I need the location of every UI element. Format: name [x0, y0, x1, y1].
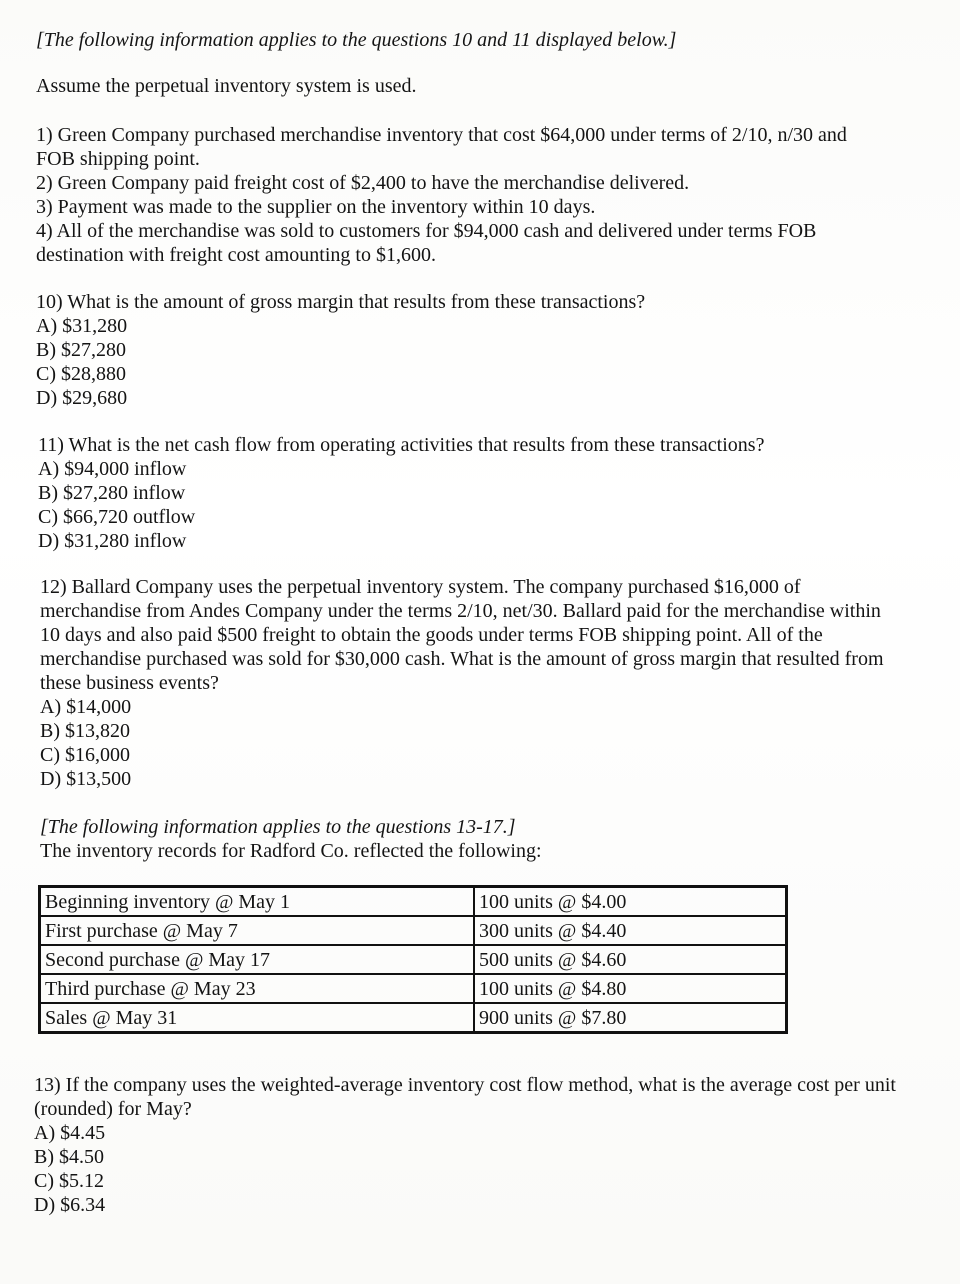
info-note-text: [The following information applies to the questions 13-17.]	[40, 816, 516, 838]
question-text: 12) Ballard Company uses the perpetual inventory system. The company purchased $16,000 of merchandise from Andes Company under the terms 2/10, net/30. Ballard paid for the merchandise within 10 days and also paid $500 freight to obtain the goods under terms FOB shipping point. All of the merchandise purchased was sold for $30,000 cash. What is the amount of gross margin that resulted from these business events?	[40, 576, 884, 694]
question-10	[36, 290, 645, 410]
question-11	[38, 433, 764, 553]
info-note-q10-11	[36, 28, 676, 52]
assumption-line: Assume the perpetual inventory system is used.	[36, 75, 417, 97]
answer-option: B) $27,280 inflow	[38, 482, 186, 504]
inventory-intro-text: The inventory records for Radford Co. reflected the following:	[40, 840, 542, 862]
answer-option: C) $28,880	[36, 363, 126, 385]
fact-item: 1) Green Company purchased merchandise inventory that cost $64,000 under terms of 2/10, n/30 and FOB shipping point.	[36, 124, 847, 170]
inventory-intro	[40, 839, 542, 863]
fact-item: 4) All of the merchandise was sold to customers for $94,000 cash and delivered under terms FOB destination with freight cost amounting to $1,600.	[36, 220, 817, 266]
table-cell: 500 units @ $4.60	[474, 945, 787, 974]
answer-option: A) $4.45	[34, 1122, 106, 1144]
question-12	[40, 575, 890, 791]
fact-item: 3) Payment was made to the supplier on the inventory within 10 days.	[36, 196, 596, 218]
table-cell: Second purchase @ May 17	[40, 945, 475, 974]
answer-option: B) $13,820	[40, 720, 130, 742]
answer-option: B) $27,280	[36, 339, 126, 361]
facts-list	[36, 123, 876, 267]
info-note-text: [The following information applies to the questions 10 and 11 displayed below.]	[36, 29, 677, 51]
table-row	[40, 887, 787, 917]
table-cell: Beginning inventory @ May 1	[40, 887, 475, 917]
table-row	[40, 916, 787, 945]
table-row	[40, 1003, 787, 1033]
answer-option: D) $13,500	[40, 768, 132, 790]
answer-option: A) $14,000	[40, 696, 132, 718]
table-cell: 900 units @ $7.80	[474, 1003, 787, 1033]
answer-option: A) $94,000 inflow	[38, 458, 187, 480]
question-text: 10) What is the amount of gross margin that results from these transactions?	[36, 291, 646, 313]
answer-option: C) $5.12	[34, 1170, 104, 1192]
question-13	[34, 1073, 914, 1217]
answer-option: A) $31,280	[36, 315, 128, 337]
answer-option: C) $66,720 outflow	[38, 506, 196, 528]
table-cell: Third purchase @ May 23	[40, 974, 475, 1003]
question-text: 13) If the company uses the weighted-average inventory cost flow method, what is the average cost per unit (rounded) for May?	[34, 1074, 896, 1120]
answer-option: D) $31,280 inflow	[38, 530, 187, 552]
table-cell: First purchase @ May 7	[40, 916, 475, 945]
assumption-text	[36, 74, 417, 98]
table-cell: Sales @ May 31	[40, 1003, 475, 1033]
table-row	[40, 974, 787, 1003]
question-text: 11) What is the net cash flow from operating activities that results from these transactions?	[38, 434, 765, 456]
answer-option: D) $29,680	[36, 387, 128, 409]
answer-option: B) $4.50	[34, 1146, 104, 1168]
answer-option: D) $6.34	[34, 1194, 106, 1216]
table-row	[40, 945, 787, 974]
info-note-q13-17	[40, 815, 516, 839]
fact-item: 2) Green Company paid freight cost of $2,400 to have the merchandise delivered.	[36, 172, 690, 194]
table-cell: 100 units @ $4.80	[474, 974, 787, 1003]
inventory-table	[38, 885, 788, 1034]
table-cell: 100 units @ $4.00	[474, 887, 787, 917]
answer-option: C) $16,000	[40, 744, 130, 766]
table-cell: 300 units @ $4.40	[474, 916, 787, 945]
